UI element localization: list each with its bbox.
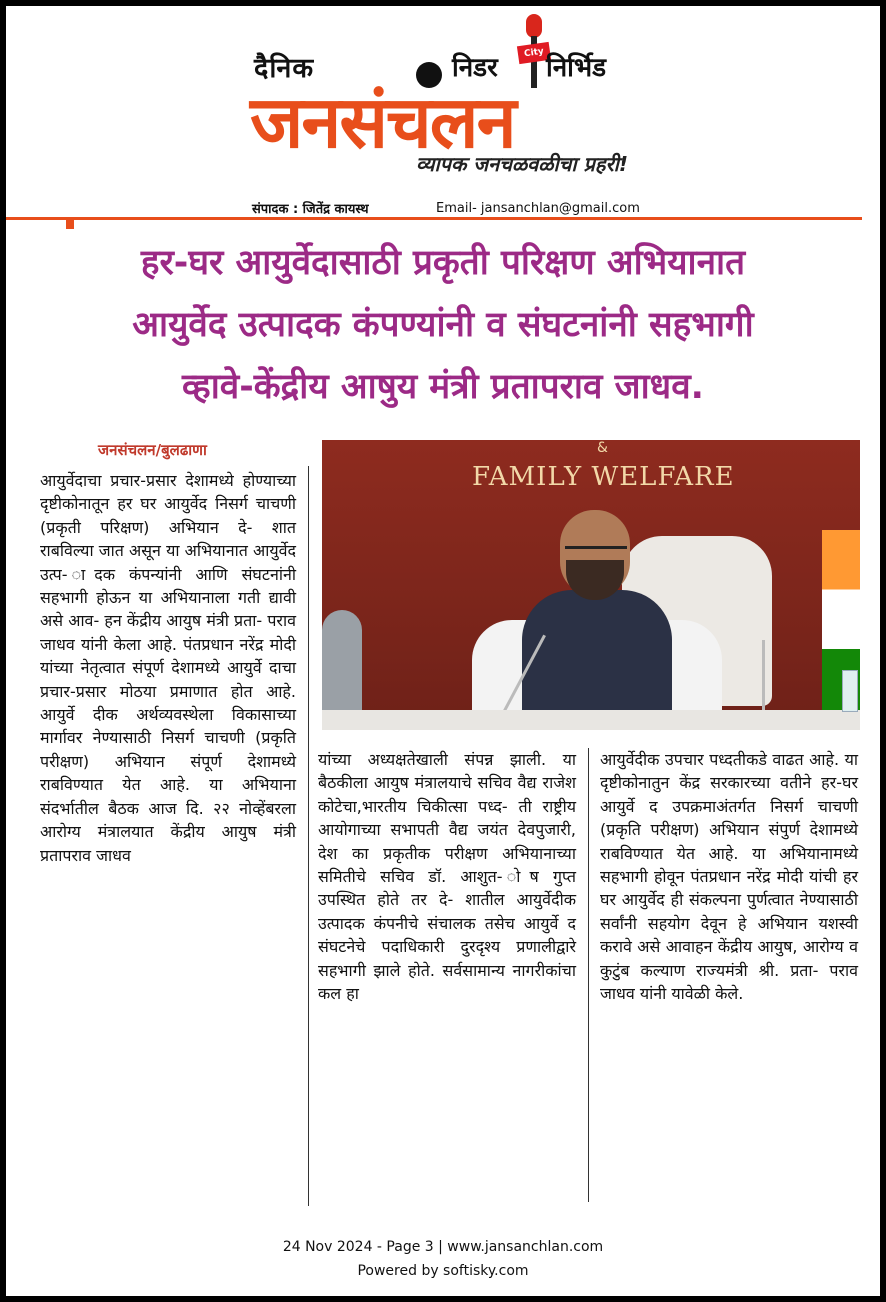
masthead-dainik: दैनिक bbox=[254, 53, 315, 84]
headline-line-2: आयुर्वेद उत्पादक कंपण्यांनी व संघटनांनी सहभागी bbox=[132, 305, 754, 345]
article-headline bbox=[20, 232, 866, 418]
masthead bbox=[246, 10, 646, 215]
masthead-title: जनसंचलन bbox=[250, 80, 515, 164]
column-divider bbox=[588, 748, 589, 1202]
footer-date-page: 24 Nov 2024 - Page 3 | www.jansanchlan.com bbox=[282, 1239, 604, 1255]
microphone-icon bbox=[524, 14, 544, 88]
city-badge: City bbox=[517, 42, 551, 64]
article-photo bbox=[322, 440, 860, 730]
editor-credit: संपादक : जितेंद्र कायस्थ bbox=[252, 202, 369, 217]
footer-powered-by: Powered by softisky.com bbox=[357, 1263, 529, 1279]
article-byline: जनसंचलन/बुलढाणा bbox=[98, 441, 207, 459]
article-column-1: आयुर्वेदाचा प्रचार-प्रसार देशामध्ये होण्याच्या दृष्टीकोनातून हर घर आयुर्वेद निसर्ग चाचणी (प्रकृती परिक्षण) अभियान दे- शात राबविल्या जात असून या अभियानात आयुर्वेद उत्प- ादक कंपन्यांनी आणि संघटनांनी सहभागी होऊन या अभियानाला गती द्यावी असे आव- हन केंद्रीय आयुष मंत्री प्रता- पराव जाधव यांनी केला आहे. पंतप्रधान नरेंद्र मोदी यांच्या नेतृत्वात संपूर्ण देशामध्ये आयुर्वे दाचा प्रचार-प्रसार मोठया प्रमाणात होत आहे. आयुर्वे दीक अर्थव्यवस्थेला विकासाच्या मार्गावर नेण्यासाठी निसर्ग चाचणी (प्रकृति परीक्षण) अभियान संपूर्ण देशामध्ये राबविण्यात येत आहे. या अभियाना संदर्भातील बैठक आज दि. २२ नोव्हेंबरला आरोग्य मंत्रालयात केंद्रीय आयुष मंत्री प्रतापराव जाधव bbox=[40, 471, 296, 865]
banner-ampersand: & bbox=[597, 440, 608, 456]
masthead-tagline: व्यापक जनचळवळीचा प्रहरी! bbox=[416, 152, 628, 176]
masthead-divider bbox=[6, 217, 862, 220]
column-divider bbox=[308, 466, 309, 1206]
photo-banner-text: FAMILY WELFARE bbox=[472, 462, 735, 492]
article-column-2: यांच्या अध्यक्षतेखाली संपन्न झाली. या बैठकीला आयुष मंत्रालयाचे सचिव वैद्य राजेश कोटेचा,भारतीय चिकीत्सा पध्द- ती राष्ट्रीय आयोगाच्या सभापती वैद्य जयंत देवपुजारी, देश का प्रकृतीक परीक्षण अभियानाच्या समितीचे सचिव डॉ. आशुत- ोष गुप्त उपस्थित होते तर दे- शातील आयुर्वेदीक उत्पादक कंपनीचे संचालक तसेच आयुर्वे द संघटनेचे पदाधिकारी दुरदृश्य प्रणालीद्वारे सहभागी झाले होते. सर्वसामान्य नागरीकांचा कल हा bbox=[318, 750, 576, 1004]
headline-line-1: हर-घर आयुर्वेदासाठी प्रकृती परिक्षण अभियानात bbox=[140, 243, 746, 283]
contact-email: Email- jansanchlan@gmail.com bbox=[436, 201, 640, 216]
newspaper-page bbox=[6, 6, 880, 1296]
headline-line-3: व्हावे-केंद्रीय आषुय मंत्री प्रतापराव जाधव. bbox=[182, 367, 704, 407]
article-column-3: आयुर्वेदीक उपचार पध्दतीकडे वाढत आहे. या दृष्टीकोनातुन केंद्र सरकारच्या वतीने हर-घर आयुर्वे द उपक्रमाअंतर्गत निसर्ग चाचणी (प्रकृति परीक्षण) अभियान संपुर्ण देशामध्ये राबविण्यात येत आहे. या अभियानामध्ये सहभागी होवून पंतप्रधान नरेंद्र मोदी यांची हर घर आयुर्वेद ही संकल्पना पुर्णत्वात नेण्यासाठी सर्वांनी सहयोग देवून हे अभियान यशस्वी करावे असे आवाहन केंद्रीय आयुष, आरोग्य व कुटुंब कल्याण राज्यमंत्री श्री. प्रता- पराव जाधव यांनी यावेळी केले. bbox=[600, 750, 858, 1004]
masthead-nirbhid: निर्भिड bbox=[546, 53, 607, 83]
masthead-nidar: निडर bbox=[452, 53, 498, 83]
divider-tick bbox=[66, 219, 74, 229]
